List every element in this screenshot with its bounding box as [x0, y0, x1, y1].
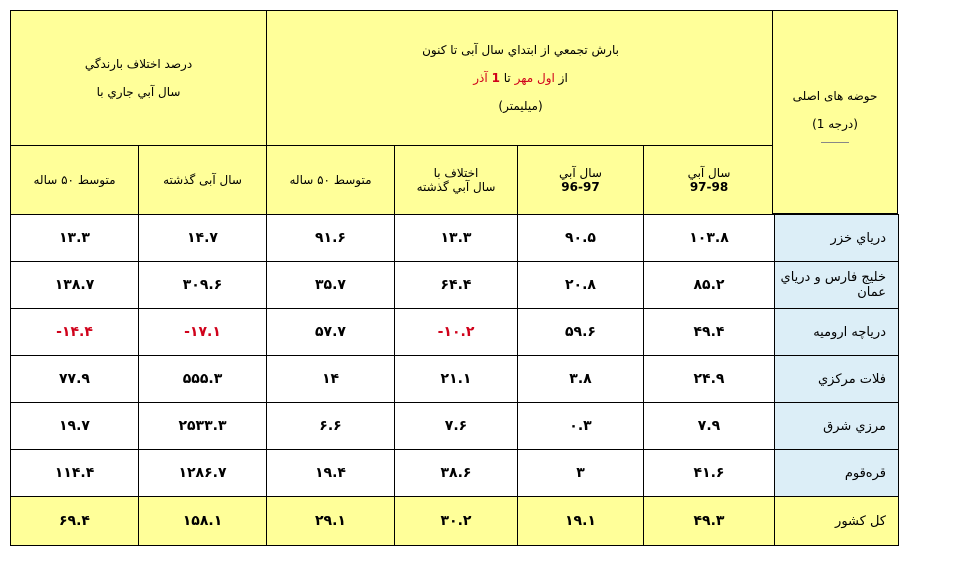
col-header-diff: اختلاف با سال آبي گذشته [395, 146, 518, 215]
cell-avg50: ۳۵.۷ [267, 262, 395, 309]
header-range-end-num: 1 [491, 71, 500, 85]
cell-pct_prev: ۵۵۵.۳ [139, 356, 267, 403]
basin-name: قره‌قوم [775, 450, 899, 497]
data-table [10, 214, 899, 546]
header-basins-divider [821, 142, 849, 143]
col-header-avg50: متوسط ۵۰ ساله [267, 146, 395, 215]
cell-v9798: ۱۰۳.۸ [644, 215, 775, 262]
header-cumulative-rain [267, 11, 775, 146]
rainfall-table-container [10, 10, 775, 215]
cell-avg50: ۶.۶ [267, 403, 395, 450]
table-row [11, 309, 899, 356]
data-rows [10, 214, 899, 546]
cell-v9798: ۴۹.۴ [644, 309, 775, 356]
header-range-end: آذر [473, 71, 488, 85]
cell-diff: ۲۱.۱ [395, 356, 518, 403]
total-row [11, 497, 899, 546]
cell-diff: -۱۰.۲ [395, 309, 518, 356]
cell-avg50: ۵۷.۷ [267, 309, 395, 356]
basin-name: فلات مرکزي [775, 356, 899, 403]
table-row [11, 356, 899, 403]
header-cumulative-range: از اول مهر تا 1 آذر [473, 71, 568, 85]
cell-pct_prev: ۲۵۳۳.۳ [139, 403, 267, 450]
cell-pct_avg: ۱۱۴.۴ [11, 450, 139, 497]
header-cumulative-unit: (ميليمتر) [498, 99, 543, 113]
basin-name: خلیج فارس و دریاي عمان [775, 262, 899, 309]
cell-pct_avg: ۱۳.۳ [11, 215, 139, 262]
cell-pct_avg: ۱۹.۷ [11, 403, 139, 450]
cell-pct_avg: ۱۳۸.۷ [11, 262, 139, 309]
total-name: کل کشور [775, 497, 899, 546]
cell-pct_prev: -۱۷.۱ [139, 309, 267, 356]
cell-diff: ۷.۶ [395, 403, 518, 450]
cell-v9697: ۵۹.۶ [518, 309, 644, 356]
basin-name: دریاچه ارومیه [775, 309, 899, 356]
cell-avg50: ۱۹.۴ [267, 450, 395, 497]
cell-avg50: ۲۹.۱ [267, 497, 395, 546]
header-basins-title: حوضه های اصلی [792, 88, 878, 103]
header-rain-diff-percent [11, 11, 267, 146]
header-range-start: اول مهر [514, 71, 555, 85]
cell-pct_avg: -۱۴.۴ [11, 309, 139, 356]
table-row [11, 262, 899, 309]
cell-avg50: ۱۴ [267, 356, 395, 403]
cell-v9697: ۳.۸ [518, 356, 644, 403]
table-row [11, 215, 899, 262]
cell-diff: ۶۴.۴ [395, 262, 518, 309]
col-header-9697: سال آبي 96-97 [518, 146, 644, 215]
col-header-pct-prev: سال آبی گذشته [139, 146, 267, 215]
cell-v9798: ۲۴.۹ [644, 356, 775, 403]
basin-name: دریاي خزر [775, 215, 899, 262]
table-row [11, 450, 899, 497]
header-diff-subtitle: سال آبي جاري با [96, 85, 181, 99]
header-basins-level: (درجه 1) [812, 116, 858, 131]
cell-pct_avg: ۶۹.۴ [11, 497, 139, 546]
cell-avg50: ۹۱.۶ [267, 215, 395, 262]
cell-v9798: ۸۵.۲ [644, 262, 775, 309]
cell-pct_prev: ۱۵۸.۱ [139, 497, 267, 546]
header-cumulative-title: بارش تجمعي از ابتداي سال آبی تا کنون [422, 43, 619, 57]
rainfall-table [10, 10, 775, 215]
cell-pct_prev: ۳۰۹.۶ [139, 262, 267, 309]
cell-diff: ۳۰.۲ [395, 497, 518, 546]
col-header-9798: سال آبي 97-98 [644, 146, 775, 215]
header-basins [772, 10, 898, 214]
header-diff-title: درصد اختلاف بارندگي [84, 57, 193, 71]
cell-v9798: ۷.۹ [644, 403, 775, 450]
cell-pct_avg: ۷۷.۹ [11, 356, 139, 403]
cell-v9697: ۳ [518, 450, 644, 497]
cell-v9798: ۴۱.۶ [644, 450, 775, 497]
cell-v9697: ۹۰.۵ [518, 215, 644, 262]
cell-pct_prev: ۱۴.۷ [139, 215, 267, 262]
cell-pct_prev: ۱۲۸۶.۷ [139, 450, 267, 497]
table-row [11, 403, 899, 450]
cell-diff: ۱۳.۳ [395, 215, 518, 262]
col-header-pct-avg50: متوسط ۵۰ ساله [11, 146, 139, 215]
cell-v9697: ۱۹.۱ [518, 497, 644, 546]
cell-v9697: ۰.۳ [518, 403, 644, 450]
cell-diff: ۳۸.۶ [395, 450, 518, 497]
cell-v9697: ۲۰.۸ [518, 262, 644, 309]
cell-v9798: ۴۹.۳ [644, 497, 775, 546]
basin-name: مرزي شرق [775, 403, 899, 450]
